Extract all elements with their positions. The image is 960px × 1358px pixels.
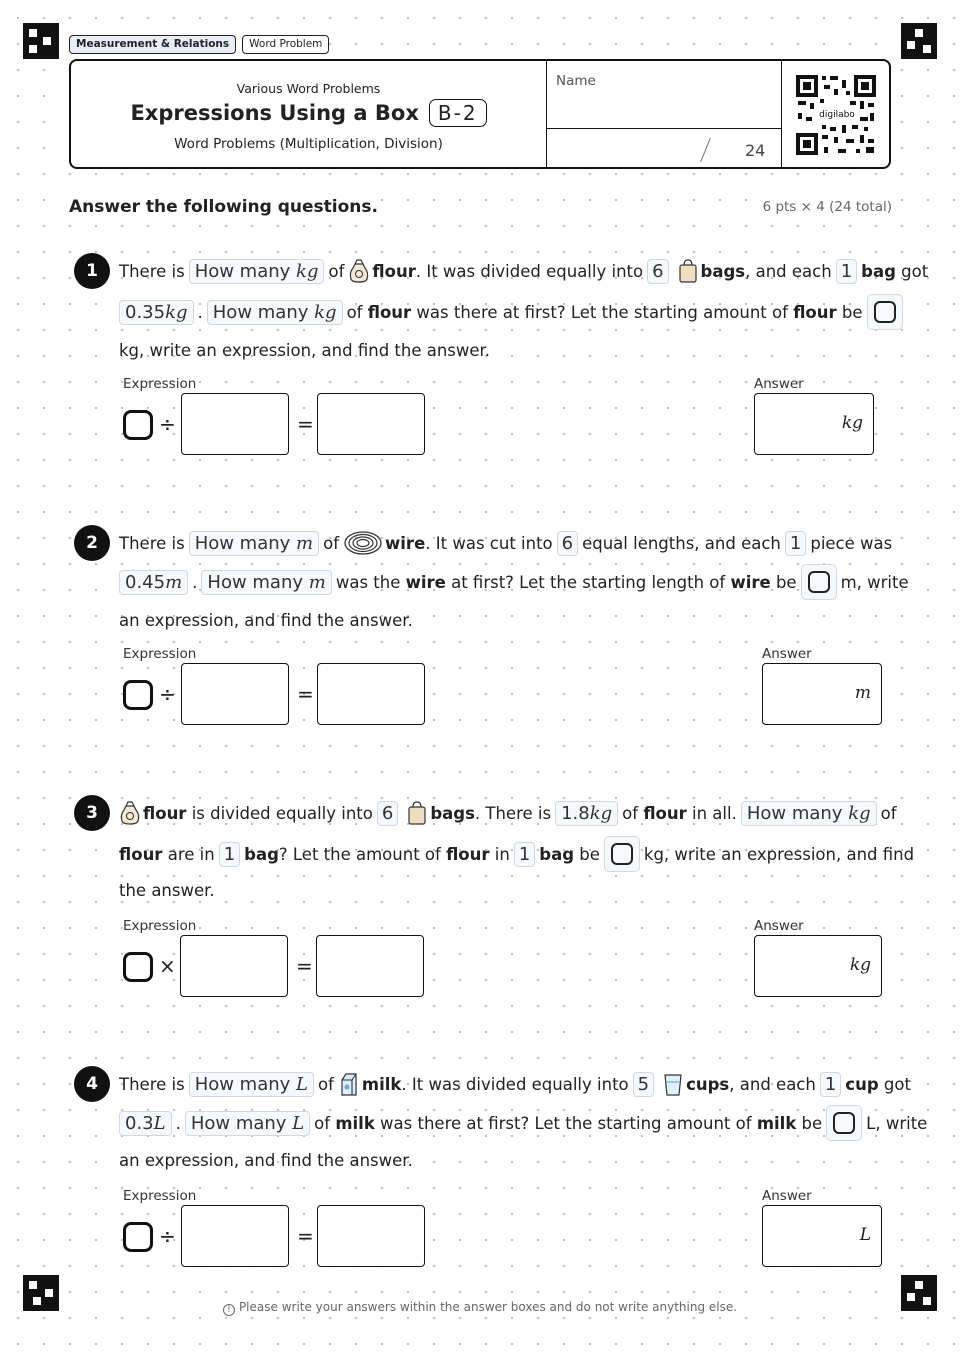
q1-line-2: 0.35kg . How many kg of flour was there at first? Let the starting amount of flour be	[119, 295, 907, 329]
expression-label: Expression	[123, 1188, 197, 1204]
answer-label: Answer	[762, 1188, 812, 1204]
expression-input-1[interactable]	[180, 935, 288, 997]
page-title: Expressions Using a Box	[130, 101, 419, 125]
qr-label: digilabo	[819, 110, 855, 120]
header-subtitle: Various Word Problems	[236, 81, 381, 96]
q4-line-2: 0.3L . How many L of milk was there at first? Let the starting amount of milk be L, write	[119, 1106, 927, 1140]
box-symbol-icon	[123, 410, 153, 440]
points-info: 6 pts × 4 (24 total)	[762, 199, 892, 215]
qr-code-icon	[794, 73, 878, 157]
expression-label: Expression	[123, 376, 197, 392]
question-number-2: 2	[74, 525, 110, 561]
name-label: Name	[556, 73, 596, 89]
score-total: 24	[745, 141, 766, 160]
answer-input[interactable]: kg	[754, 393, 874, 455]
equals-sign: =	[297, 412, 314, 436]
flour-sack-icon	[348, 259, 370, 283]
answer-input[interactable]: m	[762, 663, 882, 725]
answer-label: Answer	[762, 646, 812, 662]
q1-line-3: kg, write an expression, and find the answer.	[119, 340, 491, 360]
box-symbol-icon	[123, 680, 153, 710]
box-symbol-icon	[123, 1222, 153, 1252]
answer-input[interactable]: kg	[754, 935, 882, 997]
q4-line-1: There is How many L of milk . It was divided equally into 5 cups , and each 1 cup got	[119, 1073, 911, 1095]
tag-row	[69, 35, 329, 54]
q3-line-1: flour is divided equally into 6 bags . There is 1.8kg of flour in all. How many kg of	[119, 796, 897, 830]
bag-icon	[406, 801, 428, 825]
milk-carton-icon	[338, 1072, 360, 1096]
equals-sign: =	[297, 1224, 314, 1248]
corner-marker-top-right	[901, 23, 937, 59]
expression-input-2[interactable]	[317, 1205, 425, 1267]
answer-label: Answer	[754, 376, 804, 392]
expression-input-2[interactable]	[317, 663, 425, 725]
wire-coil-icon	[343, 531, 383, 555]
cup-icon	[662, 1072, 684, 1096]
box-symbol-icon	[808, 571, 830, 593]
expression-input-1[interactable]	[181, 663, 289, 725]
equals-sign: =	[297, 682, 314, 706]
box-symbol-icon	[833, 1112, 855, 1134]
operator: ÷	[159, 1224, 176, 1248]
q4-line-3: an expression, and find the answer.	[119, 1150, 413, 1170]
box-symbol-icon	[611, 843, 633, 865]
box-symbol-icon	[123, 952, 153, 982]
operator: ×	[159, 954, 176, 978]
box-symbol-icon	[874, 301, 896, 323]
corner-marker-top-left	[23, 23, 59, 59]
answer-input[interactable]: L	[762, 1205, 882, 1267]
level-badge: B-2	[429, 99, 487, 127]
question-number-1: 1	[74, 253, 110, 289]
operator: ÷	[159, 412, 176, 436]
expression-input-2[interactable]	[316, 935, 424, 997]
footer-note: ! Please write your answers within the answer boxes and do not write anything else.	[0, 1300, 960, 1316]
q2-line-3: an expression, and find the answer.	[119, 610, 413, 630]
expression-input-2[interactable]	[317, 393, 425, 455]
expression-input-1[interactable]	[181, 1205, 289, 1267]
instruction-text: Answer the following questions.	[69, 197, 378, 217]
worksheet-header	[69, 59, 891, 169]
q3-line-3: the answer.	[119, 880, 215, 900]
expression-input-1[interactable]	[181, 393, 289, 455]
header-subtitle-2: Word Problems (Multiplication, Division)	[174, 136, 443, 152]
expression-label: Expression	[123, 918, 197, 934]
name-score-area	[546, 61, 782, 167]
expression-label: Expression	[123, 646, 197, 662]
equals-sign: =	[296, 954, 313, 978]
category-tag: Measurement & Relations	[69, 35, 236, 54]
type-tag: Word Problem	[242, 35, 329, 54]
q1-line-1: There is How many kg of flour . It was divided equally into 6 bags , and each 1 bag got	[119, 260, 929, 282]
q2-line-1: There is How many m of wire . It was cut into 6 equal lengths, and each 1 piece was	[119, 532, 893, 554]
q3-line-2: flour are in 1 bag ? Let the amount of flour in 1 bag be kg, write an expression, and find	[119, 837, 914, 871]
question-number-3: 3	[74, 795, 110, 831]
info-icon: !	[223, 1304, 235, 1316]
q2-line-2: 0.45m . How many m was the wire at first? Let the starting length of wire be m, write	[119, 565, 909, 599]
bag-icon	[677, 259, 699, 283]
operator: ÷	[159, 682, 176, 706]
how-many-chip: How many kg	[189, 259, 325, 284]
score-slash	[700, 138, 711, 162]
answer-label: Answer	[754, 918, 804, 934]
flour-sack-icon	[119, 801, 141, 825]
question-number-4: 4	[74, 1066, 110, 1102]
